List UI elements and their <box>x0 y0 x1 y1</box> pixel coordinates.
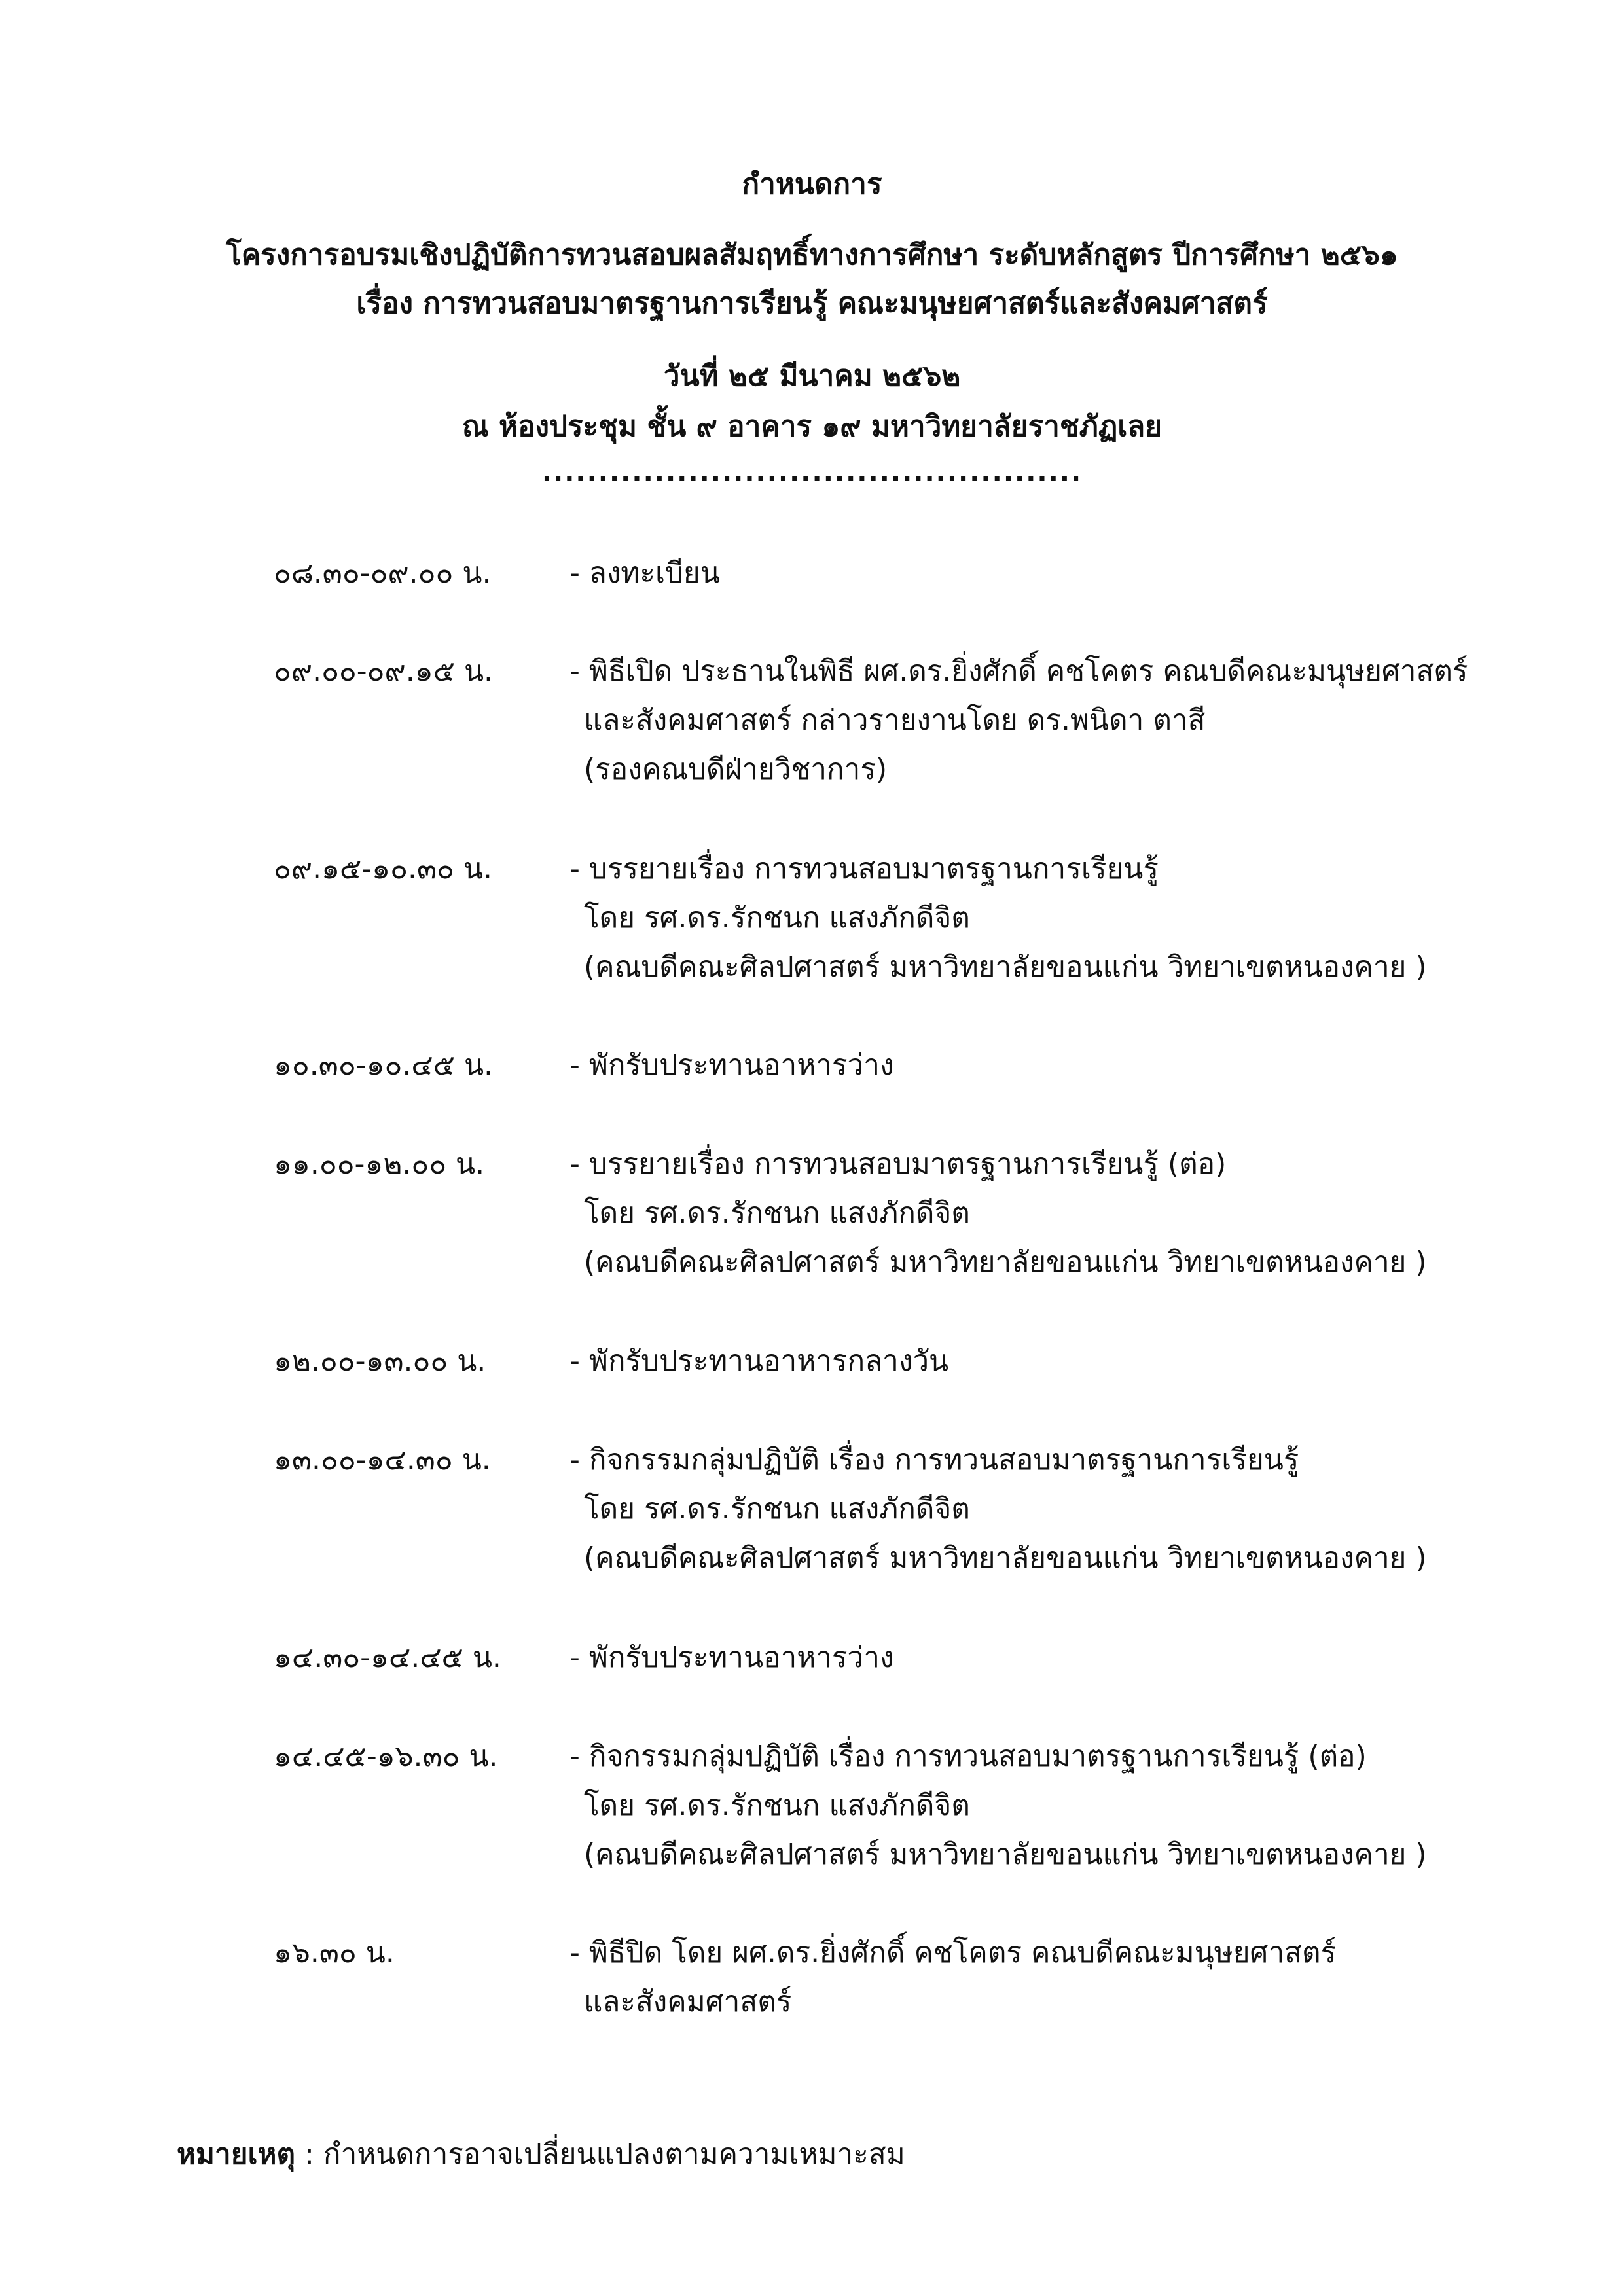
activity-line: (คณบดีคณะศิลปศาสตร์ มหาวิทยาลัยขอนแก่น วิทยาเขตหนองคาย ) <box>584 1838 1427 1871</box>
schedule-time: ๑๖.๓๐ น. <box>274 1936 395 1969</box>
schedule-activity <box>569 1633 893 1682</box>
activity-line: - กิจกรรมกลุ่มปฏิบัติ เรื่อง การทวนสอบมาตรฐานการเรียนรู้ (ต่อ) <box>569 1740 1367 1773</box>
schedule-time: ๑๓.๐๐-๑๔.๓๐ น. <box>274 1443 491 1477</box>
project-title-line-2: เรื่อง การทวนสอบมาตรฐานการเรียนรู้ คณะมนุษยศาสตร์และสังคมศาสตร์ <box>356 287 1268 320</box>
activity-line: - กิจกรรมกลุ่มปฏิบัติ เรื่อง การทวนสอบมาตรฐานการเรียนรู้ <box>569 1443 1299 1477</box>
footnote-separator: : <box>295 2138 323 2171</box>
footnote-label: หมายเหตุ <box>177 2138 296 2171</box>
event-venue: ณ ห้องประชุม ชั้น ๙ อาคาร ๑๙ มหาวิทยาลัยราชภัฏเลย <box>461 410 1163 443</box>
schedule-activity <box>569 647 1468 794</box>
schedule-time: ๑๒.๐๐-๑๓.๐๐ น. <box>274 1344 486 1378</box>
activity-line: - พิธีปิด โดย ผศ.ดร.ยิ่งศักดิ์ คชโคตร คณบดีคณะมนุษยศาสตร์ <box>569 1936 1337 1969</box>
schedule-time: ๑๐.๓๐-๑๐.๔๕ น. <box>274 1049 494 1082</box>
activity-line: - พิธีเปิด ประธานในพิธี ผศ.ดร.ยิ่งศักดิ์ คชโคตร คณบดีคณะมนุษยศาสตร์ <box>569 655 1468 688</box>
schedule-activity <box>569 1139 1427 1287</box>
activity-line: โดย รศ.ดร.รักชนก แสงภักดีจิต <box>584 1789 970 1822</box>
project-title-line-1: โครงการอบรมเชิงปฏิบัติการทวนสอบผลสัมฤทธิ์ทางการศึกษา ระดับหลักสูตร ปีการศึกษา ๒๕๖๑ <box>226 238 1398 272</box>
schedule-time: ๑๑.๐๐-๑๒.๐๐ น. <box>274 1147 485 1181</box>
schedule-time: ๑๔.๓๐-๑๔.๔๕ น. <box>274 1641 501 1674</box>
activity-line: โดย รศ.ดร.รักชนก แสงภักดีจิต <box>584 901 970 935</box>
schedule-activity <box>569 1336 948 1386</box>
footnote-text: กำหนดการอาจเปลี่ยนแปลงตามความเหมาะสม <box>323 2138 905 2171</box>
schedule-time: ๐๙.๑๕-๑๐.๓๐ น. <box>274 852 492 886</box>
schedule-activity <box>569 844 1427 992</box>
schedule-activity <box>569 1041 893 1090</box>
activity-line: (คณบดีคณะศิลปศาสตร์ มหาวิทยาลัยขอนแก่น วิทยาเขตหนองคาย ) <box>584 1246 1427 1279</box>
schedule-time: ๐๘.๓๐-๐๙.๐๐ น. <box>274 556 492 590</box>
activity-line: (คณบดีคณะศิลปศาสตร์ มหาวิทยาลัยขอนแก่น วิทยาเขตหนองคาย ) <box>584 1541 1427 1575</box>
schedule-activity <box>569 1732 1427 1879</box>
activity-line: - บรรยายเรื่อง การทวนสอบมาตรฐานการเรียนรู้ (ต่อ) <box>569 1147 1227 1181</box>
activity-line: - พักรับประทานอาหารว่าง <box>569 1641 894 1674</box>
activity-line: โดย รศ.ดร.รักชนก แสงภักดีจิต <box>584 1492 970 1526</box>
schedule-time: ๑๔.๔๕-๑๖.๓๐ น. <box>274 1740 498 1773</box>
activity-line: และสังคมศาสตร์ กล่าวรายงานโดย ดร.พนิดา ตาสี <box>584 704 1206 737</box>
activity-line: และสังคมศาสตร์ <box>584 1985 792 2018</box>
footnote <box>177 2134 905 2176</box>
header-separator: ................................................ <box>541 457 1083 488</box>
activity-line: - บรรยายเรื่อง การทวนสอบมาตรฐานการเรียนรู้ <box>569 852 1159 886</box>
event-date: วันที่ ๒๕ มีนาคม ๒๕๖๒ <box>663 359 961 393</box>
activity-line: - พักรับประทานอาหารว่าง <box>569 1049 894 1082</box>
activity-line: โดย รศ.ดร.รักชนก แสงภักดีจิต <box>584 1196 970 1230</box>
activity-line: (รองคณบดีฝ่ายวิชาการ) <box>584 753 888 786</box>
activity-line: - ลงทะเบียน <box>569 556 720 590</box>
schedule-activity <box>569 548 720 598</box>
activity-line: - พักรับประทานอาหารกลางวัน <box>569 1344 949 1378</box>
schedule-activity <box>569 1435 1427 1583</box>
schedule-activity <box>569 1928 1336 2026</box>
schedule-time: ๐๙.๐๐-๐๙.๑๕ น. <box>274 655 494 688</box>
activity-line: (คณบดีคณะศิลปศาสตร์ มหาวิทยาลัยขอนแก่น วิทยาเขตหนองคาย ) <box>584 950 1427 984</box>
document-title: กำหนดการ <box>742 168 882 201</box>
